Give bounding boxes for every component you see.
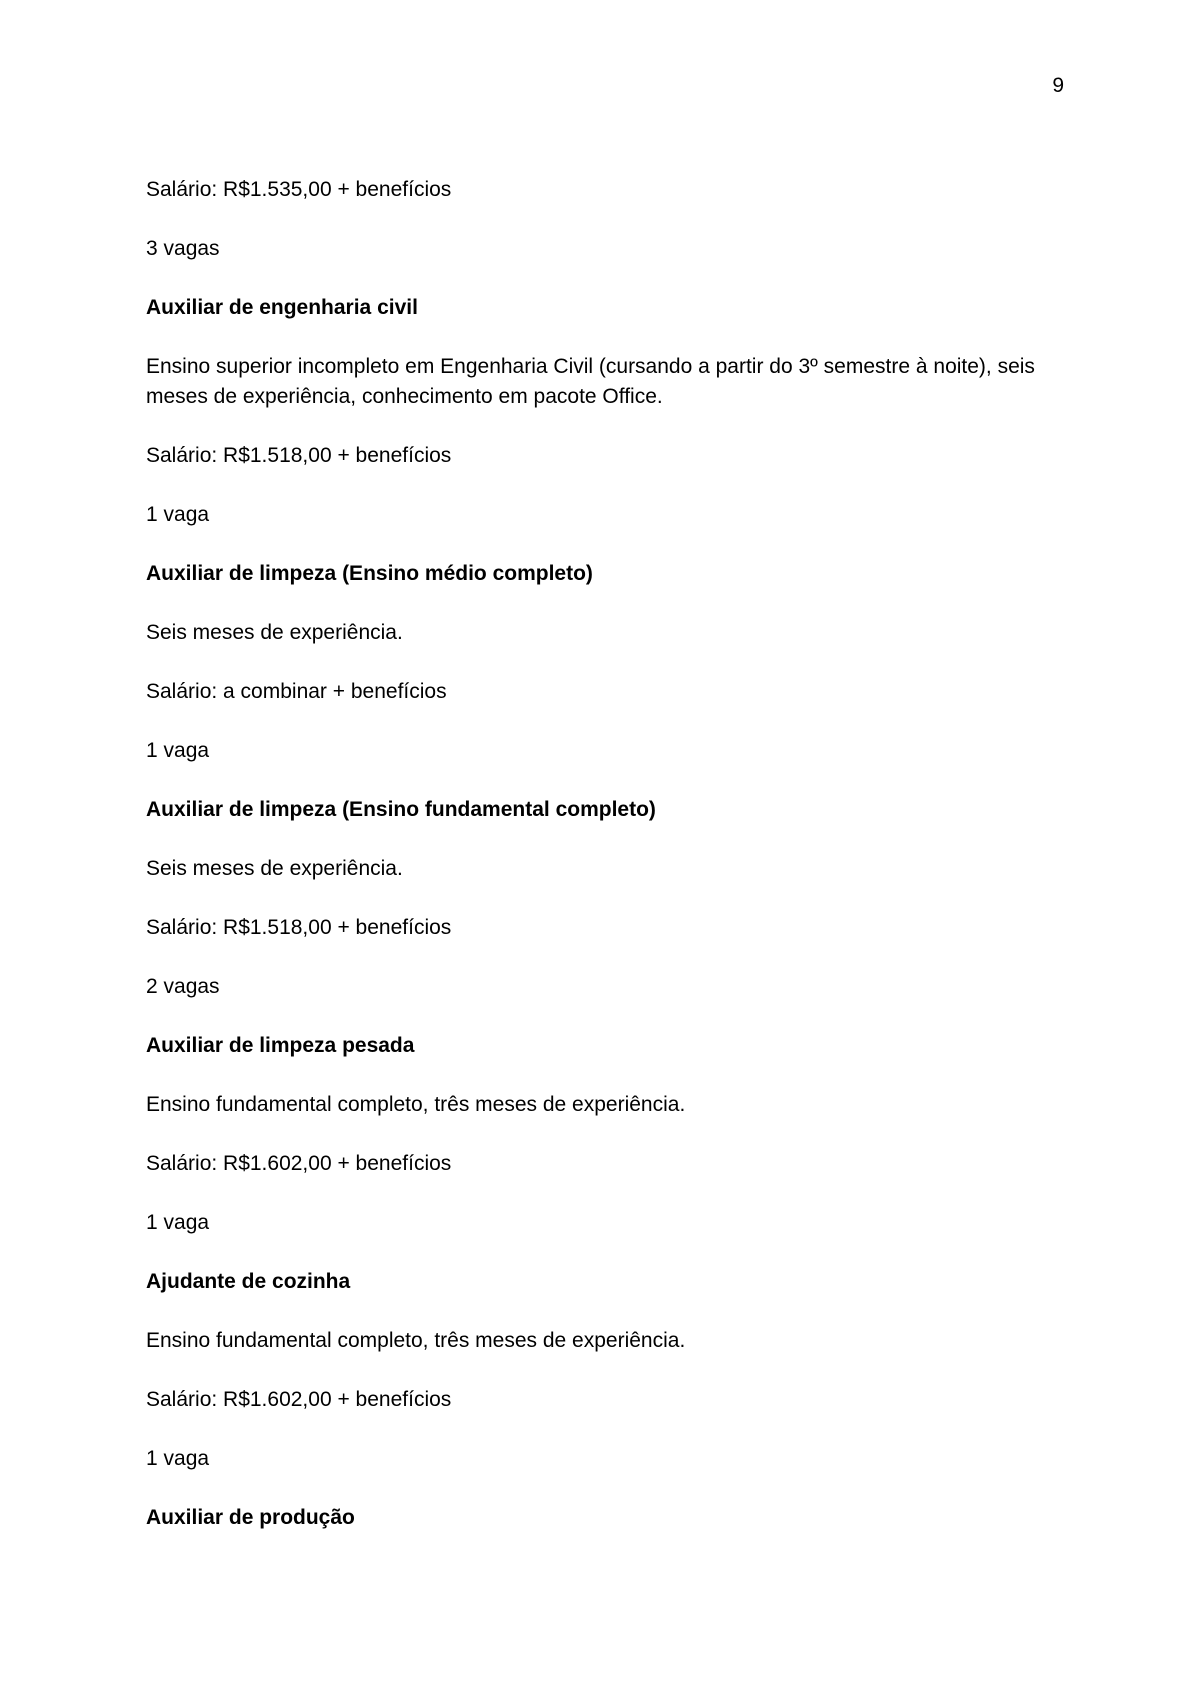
salary-line: Salário: R$1.602,00 + benefícios xyxy=(146,1152,452,1175)
vacancy-count: 3 vagas xyxy=(146,237,220,260)
job-title: Auxiliar de limpeza (Ensino médio completo) xyxy=(146,562,593,585)
job-requirements: Seis meses de experiência. xyxy=(146,621,403,644)
salary-line: Salário: R$1.518,00 + benefícios xyxy=(146,916,452,939)
job-title: Auxiliar de produção xyxy=(146,1506,355,1529)
job-title: Ajudante de cozinha xyxy=(146,1270,351,1293)
salary-line: Salário: a combinar + benefícios xyxy=(146,680,447,703)
job-requirements: Ensino fundamental completo, três meses de experiência. xyxy=(146,1329,686,1352)
job-requirements: Seis meses de experiência. xyxy=(146,857,403,880)
salary-line: Salário: R$1.518,00 + benefícios xyxy=(146,444,452,467)
page-number: 9 xyxy=(1052,74,1064,97)
vacancy-count: 2 vagas xyxy=(146,975,220,998)
vacancy-count: 1 vaga xyxy=(146,1211,210,1234)
job-requirements: Ensino fundamental completo, três meses de experiência. xyxy=(146,1093,686,1116)
job-title: Auxiliar de limpeza pesada xyxy=(146,1034,415,1057)
vacancy-count: 1 vaga xyxy=(146,503,210,526)
vacancy-count: 1 vaga xyxy=(146,1447,210,1470)
salary-line: Salário: R$1.602,00 + benefícios xyxy=(146,1388,452,1411)
document-body xyxy=(146,175,1066,1562)
job-requirements: Ensino superior incompleto em Engenharia Civil (cursando a partir do 3º semestre à noite), seis meses de experiência, conhecimento em pacote Office. xyxy=(146,355,1035,408)
vacancy-count: 1 vaga xyxy=(146,739,210,762)
salary-line: Salário: R$1.535,00 + benefícios xyxy=(146,178,452,201)
job-title: Auxiliar de engenharia civil xyxy=(146,296,418,319)
job-title: Auxiliar de limpeza (Ensino fundamental completo) xyxy=(146,798,656,821)
